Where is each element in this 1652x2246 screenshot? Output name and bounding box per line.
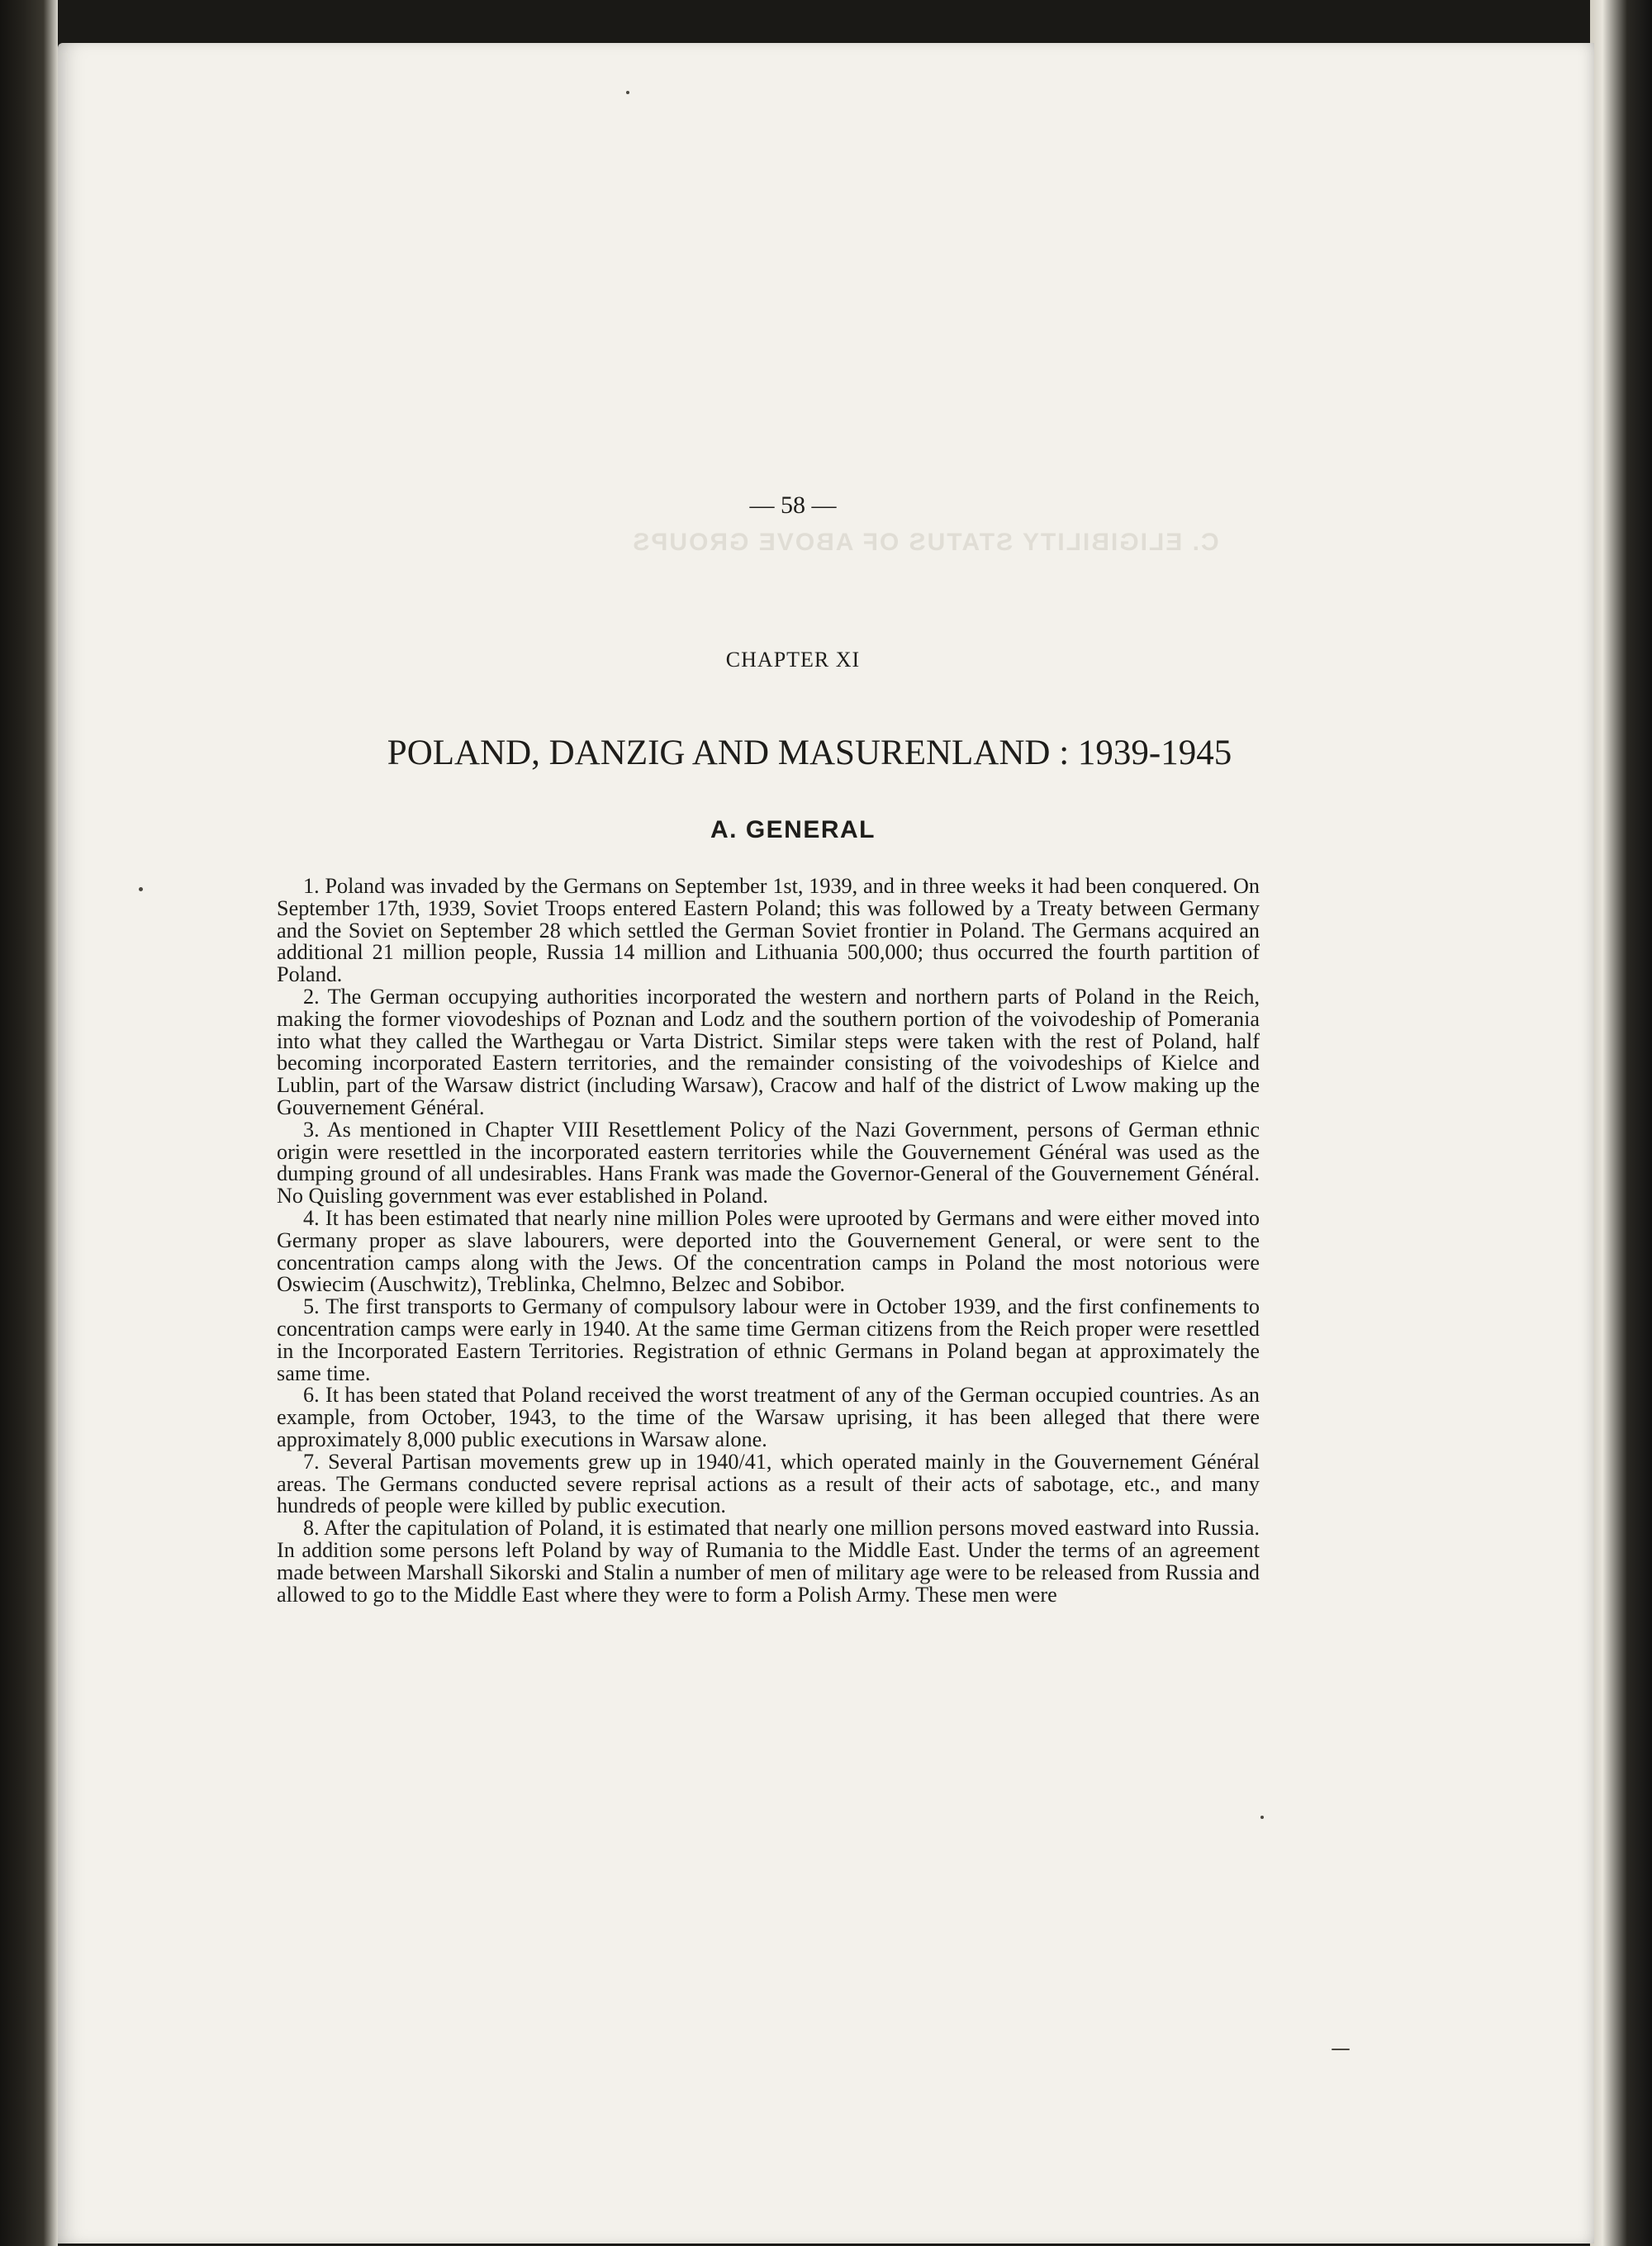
book-spine-shadow (0, 0, 58, 2246)
paragraph-text: Poland was invaded by the Germans on September 1st, 1939, and in three weeks it had been conquered. On September 17th, 1939, Soviet Troops entered Eastern Poland; this was followed by a Treaty between Germany and the Soviet on September 28 which settled the German Soviet frontier in Poland. The Germans acquired an additional 21 million people, Russia 14 million and Lithuania 500,000; thus occurred the fourth partition of Poland. (277, 874, 1260, 987)
paragraph-text: As mentioned in Chapter VIII Resettlement Policy of the Nazi Government, persons of German ethnic origin were resettled in the incorporated eastern territories while the Gouvernement Général was used as the dumping ground of all undesirables. Hans Frank was made the Governor-General of the Gouvernement Général. No Quisling government was ever established in Poland. (277, 1117, 1260, 1208)
ink-speck (626, 91, 629, 94)
paragraph (277, 1384, 1260, 1451)
paragraph (277, 1517, 1260, 1606)
paragraph (277, 1205, 1260, 1297)
paragraph-number: 4. (303, 1205, 320, 1230)
next-page-edge (1590, 0, 1652, 2246)
paragraph (277, 986, 1260, 1119)
paragraph-number: 5. (303, 1294, 320, 1319)
paragraph (277, 876, 1260, 986)
page-number: — 58 — (749, 491, 837, 519)
paragraph-text: The German occupying authorities incorporated the western and northern parts of Poland in the Reich, making the former viovodeships of Poznan and Lodz and the southern portion of the voivodeship of Pomerania into what they called the Warthegau or Varta District. Similar steps were taken with the rest of Poland, half becoming incorporated Eastern territories, and the remainder consisting of the voivodeships of Kielce and Lublin, part of the Warsaw district (including Warsaw), Cracow and half of the district of Lwow making up the Gouvernement Général. (277, 984, 1260, 1119)
chapter-label: CHAPTER XI (725, 648, 861, 672)
paragraph-number: 2. (303, 984, 320, 1009)
paragraph-text: Several Partisan movements grew up in 1940/41, which operated mainly in the Gouvernement Général areas. The Germans conducted severe reprisal actions as a result of their acts of sabotage, etc., and many hundreds of people were killed by public execution. (277, 1449, 1260, 1518)
paragraph-number: 3. (303, 1117, 320, 1142)
section-heading: A. GENERAL (710, 816, 876, 843)
ink-speck (1332, 2049, 1350, 2050)
chapter-title: POLAND, DANZIG AND MASURENLAND : 1939-1945 (387, 734, 1232, 772)
paragraph-text: It has been stated that Poland received the worst treatment of any of the German occupied countries. As an example, from October, 1943, to the time of the Warsaw uprising, it has been alleged that there were approximately 8,000 public executions in Warsaw alone. (277, 1383, 1260, 1451)
paragraph-number: 7. (303, 1449, 320, 1474)
ink-speck (1260, 1816, 1264, 1819)
paragraph (277, 1119, 1260, 1208)
paragraph (277, 1296, 1260, 1384)
paragraph-text: The first transports to Germany of compulsory labour were in October 1939, and the first confinements to concentration camps were early in 1940. At the same time German citizens from the Reich proper were resettled in the Incorporated Eastern Territories. Registration of ethnic Germans in Poland began at approximately the same time. (277, 1294, 1260, 1385)
paragraph-number: 8. (303, 1516, 320, 1541)
paragraph-number: 1. (303, 874, 320, 898)
ink-speck (139, 887, 143, 891)
paragraph-text: It has been estimated that nearly nine million Poles were uprooted by Germans and were either moved into Germany proper as slave labourers, were deported into the Gouvernement General, or were sent to the concentration camps along with the Jews. Of the concentration camps in Poland the most notorious were Oswiecim (Auschwitz), Treblinka, Chelmno, Belzec and Sobibor. (277, 1205, 1260, 1297)
body-text (277, 876, 1260, 1606)
paragraph (277, 1451, 1260, 1517)
bleed-through-heading: C. ELIGIBILITY STATUS OF ABOVE GROUPS (631, 529, 1219, 556)
paragraph-text: After the capitulation of Poland, it is estimated that nearly one million persons moved eastward into Russia. In addition some persons left Poland by way of Rumania to the Middle East. Under the terms of an agreement made between Marshall Sikorski and Stalin a number of men of military age were to be released from Russia and allowed to go to the Middle East where they were to form a Polish Army. These men were (277, 1516, 1260, 1607)
paragraph-number: 6. (303, 1383, 320, 1408)
